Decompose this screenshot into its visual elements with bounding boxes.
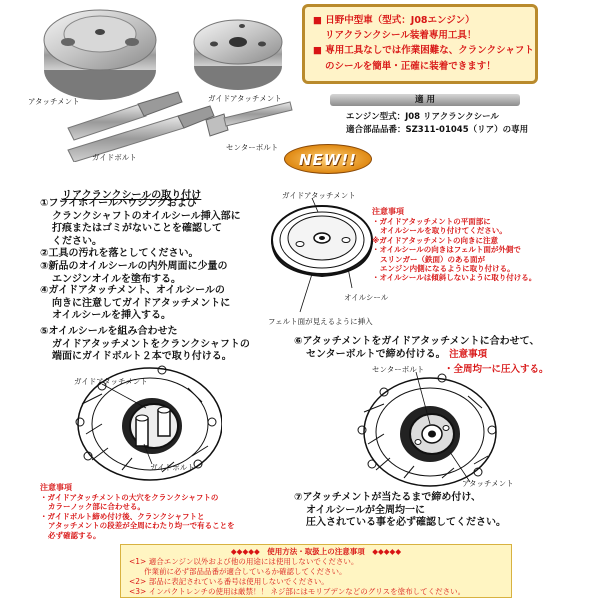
step-4-line-1: ④ガイドアタッチメント、オイルシールの (40, 285, 225, 296)
usage-warning-box (120, 544, 512, 598)
step-1 (40, 198, 290, 248)
step-6 (294, 336, 594, 375)
applicable-header-text: 適 用 (415, 95, 435, 105)
diagram1-caution-4: ・オイルシールの向きはフェルト面が外側で (372, 245, 521, 255)
step-6-caution-title: 注意事項 (449, 348, 488, 360)
step-3-line-2: エンジンオイルを塗布する。 (52, 273, 181, 285)
step-4-line-2: 向きに注意してガイドアタッチメントに (52, 297, 231, 309)
diagram1-felt-label: フェルト面が見えるように挿入 (268, 317, 373, 326)
diagram3-attach-label: アタッチメント (462, 479, 514, 488)
step-1-line-4: ください。 (52, 235, 102, 247)
usage-warning-2: 作業前に必ず部品品番が適合しているか確認してください。 (129, 566, 347, 576)
step-5-line-1: ⑤オイルシールを組み合わせた (40, 326, 178, 337)
guide-bolt-label: ガイドボルト (92, 153, 137, 162)
diagram2-caution-4: アタッチメントの段差が全周にわたり均一で有ることを (48, 521, 235, 531)
step-3 (40, 261, 290, 286)
diagram1-caution-5: スリンガー（鉄面）のある面が (380, 254, 485, 264)
promo-line-2: リアクランクシール装着専用工具！ (325, 30, 477, 42)
install-title: リアクランクシールの取り付け (62, 190, 202, 201)
step-6-line-1: ⑥アタッチメントをガイドアタッチメントに合わせて、 (294, 336, 540, 347)
product-photo-set (28, 0, 308, 162)
guide-bolt-photo (68, 92, 214, 162)
step-1-line-1: ①フライホイールハウジングおよび (40, 198, 197, 209)
diagram1-caution-7: ・オイルシールは傾斜しないように取り付ける。 (372, 273, 537, 283)
step-7-line-3: 圧入されている事を必ず確認してください。 (306, 517, 506, 528)
diagram1-caution-1: ・ガイドアタッチメントの平面部に (372, 217, 491, 226)
step-6-line-2 (294, 349, 594, 362)
center-bolt-photo (206, 102, 292, 136)
step-5-line-2: ガイドアタッチメントをクランクシャフトの (52, 338, 250, 350)
diagram3-center-label: センターボルト (372, 365, 425, 374)
step-1-line-2: クランクシャフトのオイルシール挿入部に (52, 210, 241, 222)
applicable-part: 適合部品品番：SZ311-01045（リア）の専用 (346, 125, 529, 135)
attachment-photo (44, 10, 156, 100)
step-7-line-2: オイルシールが全周均一に (306, 504, 426, 516)
diagram2-guide-label: ガイドアタッチメント (74, 377, 148, 386)
step-7 (294, 492, 594, 530)
usage-warning-1: <1> 適合エンジン以外および他の用途には使用しないでください。 (129, 556, 359, 566)
step-2-line-1: ②工具の汚れを落としてください。 (40, 248, 199, 259)
diagram1-caution-title: 注意事項 (372, 207, 404, 216)
new-badge-text: NEW!! (298, 151, 358, 169)
diagram2-bolt-label: ガイドボルト (150, 463, 195, 472)
promo-line-3: ■ 専用工具なしでは作業困難な、クランクシャフト (313, 45, 534, 57)
usage-warning-title: ◆◆◆◆◆ 使用方法・取扱上の注意事項 ◆◆◆◆◆ (230, 547, 402, 556)
promo-line-1: ■ 日野中型車（型式：J08エンジン） (313, 15, 475, 26)
diagram2-caution-5: 必ず確認する。 (48, 530, 101, 540)
step-3-line-1: ③新品のオイルシールの内外周面に少量の (40, 261, 228, 272)
promo-line-4: のシールを簡単・正確に装着できます！ (325, 60, 496, 72)
diagram1-caution-6: エンジン内側になるように取り付ける。 (380, 263, 515, 273)
applicable-engine: エンジン型式：J08 リアクランクシール (346, 112, 499, 122)
usage-warning-3: <2> 部品に表記されている番号は使用しないでください。 (129, 577, 329, 586)
guide-attachment-label: ガイドアタッチメント (208, 94, 282, 103)
step-2 (40, 248, 290, 261)
diagram1-caution-3: ※ガイドアタッチメントの向きに注意 (372, 235, 499, 245)
applicable-header (330, 94, 520, 106)
diagram1-guide-label: ガイドアタッチメント (282, 191, 356, 200)
center-bolt-label: センターボルト (226, 143, 279, 152)
new-badge (284, 144, 372, 174)
diagram1-seal-label: オイルシール (344, 293, 389, 302)
diagram2-caution-1: ・ガイドアタッチメントの大穴をクランクシャフトの (40, 493, 219, 502)
step-5-line-3: 端面にガイドボルト２本で取り付ける。 (52, 351, 232, 362)
step-6-caution: ・全周均一に圧入する。 (444, 364, 549, 375)
diagram1-caution-2: オイルシールを取り付けてください。 (380, 226, 507, 236)
diagram1-caution (372, 206, 594, 283)
diagram2-caution-3: ・ガイドボルト締め付け後、クランクシャフトと (40, 511, 205, 521)
promo-box (302, 4, 538, 84)
diagram2-caution-title: 注意事項 (40, 483, 72, 492)
usage-warning-4: <3> インパクトレンチの使用は厳禁！！ ネジ部にはモリブデンなどのグリスを塗布してください。 (129, 587, 466, 597)
step-4 (40, 285, 290, 323)
diagram2-caution-2: カラーノック部に合わせる。 (48, 502, 145, 512)
step-4-line-3: オイルシールを挿入する。 (52, 310, 172, 321)
guide-attachment-photo (194, 20, 282, 90)
step-5 (40, 326, 300, 364)
attachment-label: アタッチメント (28, 97, 80, 106)
step-7-line-1: ⑦アタッチメントが当たるまで締め付け、 (294, 492, 481, 503)
step-6-line-2-text: センターボルトで締め付ける。 (306, 348, 446, 360)
diagram-center-bolt (350, 372, 500, 490)
diagram2-caution (40, 482, 290, 540)
step-1-line-3: 打痕またはゴミがないことを確認して (52, 223, 222, 234)
